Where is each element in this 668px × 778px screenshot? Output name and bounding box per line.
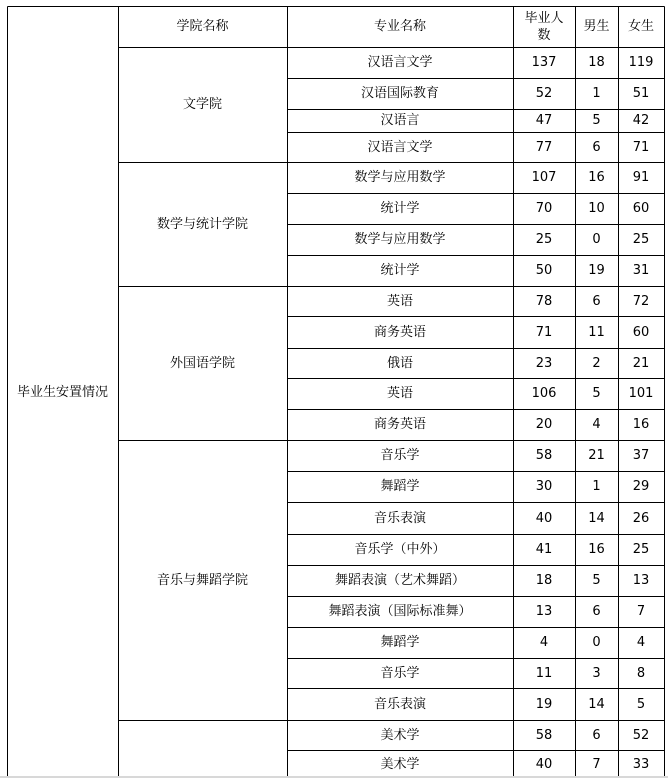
college-name-cell: 外国语学院 xyxy=(169,355,235,371)
female-cell: 31 xyxy=(632,263,650,278)
female-cell: 51 xyxy=(632,86,650,101)
side-label: 毕业生安置情况 xyxy=(16,384,108,400)
male-cell: 14 xyxy=(588,696,605,712)
female-cell: 52 xyxy=(632,727,650,743)
total-cell: 47 xyxy=(535,113,553,128)
total-cell: 107 xyxy=(531,170,557,185)
header-major-name: 专业名称 xyxy=(373,19,426,34)
male-cell: 4 xyxy=(592,417,601,432)
total-cell: 52 xyxy=(535,86,553,101)
male-cell: 6 xyxy=(592,727,601,743)
major-cell: 数学与应用数学 xyxy=(354,170,446,185)
female-cell: 42 xyxy=(632,113,650,128)
male-cell: 18 xyxy=(588,55,605,70)
major-cell: 英语 xyxy=(386,293,413,309)
college-name-cell: 音乐与舞蹈学院 xyxy=(156,572,248,588)
female-cell: 60 xyxy=(632,324,650,340)
male-cell: 1 xyxy=(592,86,601,101)
total-cell: 106 xyxy=(531,386,557,401)
major-cell: 音乐学 xyxy=(380,665,420,681)
male-cell: 19 xyxy=(588,263,605,278)
male-cell: 3 xyxy=(592,665,601,681)
male-cell: 5 xyxy=(592,386,601,401)
college-name-cell: 文学院 xyxy=(182,97,222,112)
male-cell: 21 xyxy=(588,448,605,463)
total-cell: 41 xyxy=(535,542,553,557)
female-cell: 25 xyxy=(632,232,650,247)
header-graduate-count: 毕业人数 xyxy=(524,10,564,43)
major-cell: 商务英语 xyxy=(373,324,426,340)
male-cell: 14 xyxy=(588,510,605,526)
header-college-name: 学院名称 xyxy=(176,19,229,34)
total-cell: 77 xyxy=(535,139,553,155)
female-cell: 21 xyxy=(632,355,650,371)
male-cell: 5 xyxy=(592,113,601,128)
total-cell: 20 xyxy=(535,417,553,432)
major-cell: 舞蹈学 xyxy=(380,479,420,494)
major-cell: 音乐表演 xyxy=(373,696,426,712)
total-cell: 18 xyxy=(535,573,553,588)
female-cell: 5 xyxy=(636,696,646,712)
major-cell: 音乐学（中外） xyxy=(354,542,446,557)
major-cell: 汉语言文学 xyxy=(367,55,433,70)
total-cell: 11 xyxy=(535,665,553,681)
major-cell: 俄语 xyxy=(386,355,413,371)
total-cell: 71 xyxy=(535,324,553,340)
total-cell: 58 xyxy=(535,727,553,743)
total-cell: 78 xyxy=(535,293,553,309)
total-cell: 4 xyxy=(539,635,549,650)
major-cell: 舞蹈表演（艺术舞蹈） xyxy=(334,573,465,588)
total-cell: 13 xyxy=(535,604,553,619)
major-cell: 统计学 xyxy=(380,263,420,278)
male-cell: 1 xyxy=(592,479,601,494)
male-cell: 6 xyxy=(592,604,601,619)
total-cell: 40 xyxy=(535,756,553,772)
total-cell: 40 xyxy=(535,510,553,526)
female-cell: 101 xyxy=(628,386,654,401)
female-cell: 60 xyxy=(632,201,650,216)
header-female: 女生 xyxy=(627,19,654,34)
male-cell: 5 xyxy=(592,573,601,588)
male-cell: 0 xyxy=(592,635,601,650)
female-cell: 72 xyxy=(632,293,650,309)
total-cell: 50 xyxy=(535,263,553,278)
male-cell: 7 xyxy=(592,756,601,772)
female-cell: 4 xyxy=(636,635,646,650)
major-cell: 美术学 xyxy=(380,727,420,743)
total-cell: 70 xyxy=(535,201,553,216)
total-cell: 58 xyxy=(535,448,553,463)
major-cell: 美术学 xyxy=(380,756,420,772)
male-cell: 10 xyxy=(588,201,605,216)
major-cell: 舞蹈表演（国际标准舞） xyxy=(328,604,472,619)
female-cell: 7 xyxy=(636,604,646,619)
female-cell: 16 xyxy=(632,417,650,432)
female-cell: 29 xyxy=(632,479,650,494)
total-cell: 19 xyxy=(535,696,553,712)
male-cell: 16 xyxy=(588,170,605,185)
college-name-cell: 数学与统计学院 xyxy=(156,216,248,232)
total-cell: 30 xyxy=(535,479,553,494)
major-cell: 汉语言文学 xyxy=(367,139,433,155)
major-cell: 数学与应用数学 xyxy=(354,232,446,247)
female-cell: 119 xyxy=(628,55,654,70)
female-cell: 71 xyxy=(632,139,650,155)
male-cell: 16 xyxy=(588,542,605,557)
male-cell: 6 xyxy=(592,139,601,155)
female-cell: 8 xyxy=(636,665,646,681)
male-cell: 2 xyxy=(592,355,601,371)
total-cell: 137 xyxy=(531,55,557,70)
major-cell: 英语 xyxy=(386,386,413,401)
female-cell: 25 xyxy=(632,542,650,557)
male-cell: 11 xyxy=(588,324,605,340)
female-cell: 26 xyxy=(632,510,650,526)
major-cell: 音乐表演 xyxy=(373,510,426,526)
male-cell: 6 xyxy=(592,293,601,309)
college-name-cell xyxy=(118,720,287,778)
female-cell: 91 xyxy=(632,170,650,185)
female-cell: 13 xyxy=(632,573,650,588)
total-cell: 23 xyxy=(535,355,553,371)
major-cell: 汉语国际教育 xyxy=(360,86,439,101)
major-cell: 汉语言 xyxy=(380,113,420,128)
total-cell: 25 xyxy=(535,232,553,247)
major-cell: 舞蹈学 xyxy=(380,635,420,650)
female-cell: 33 xyxy=(632,756,650,772)
header-male: 男生 xyxy=(583,19,610,34)
major-cell: 统计学 xyxy=(380,201,420,216)
female-cell: 37 xyxy=(632,448,650,463)
male-cell: 0 xyxy=(592,232,601,247)
major-cell: 商务英语 xyxy=(373,417,426,432)
major-cell: 音乐学 xyxy=(380,448,420,463)
